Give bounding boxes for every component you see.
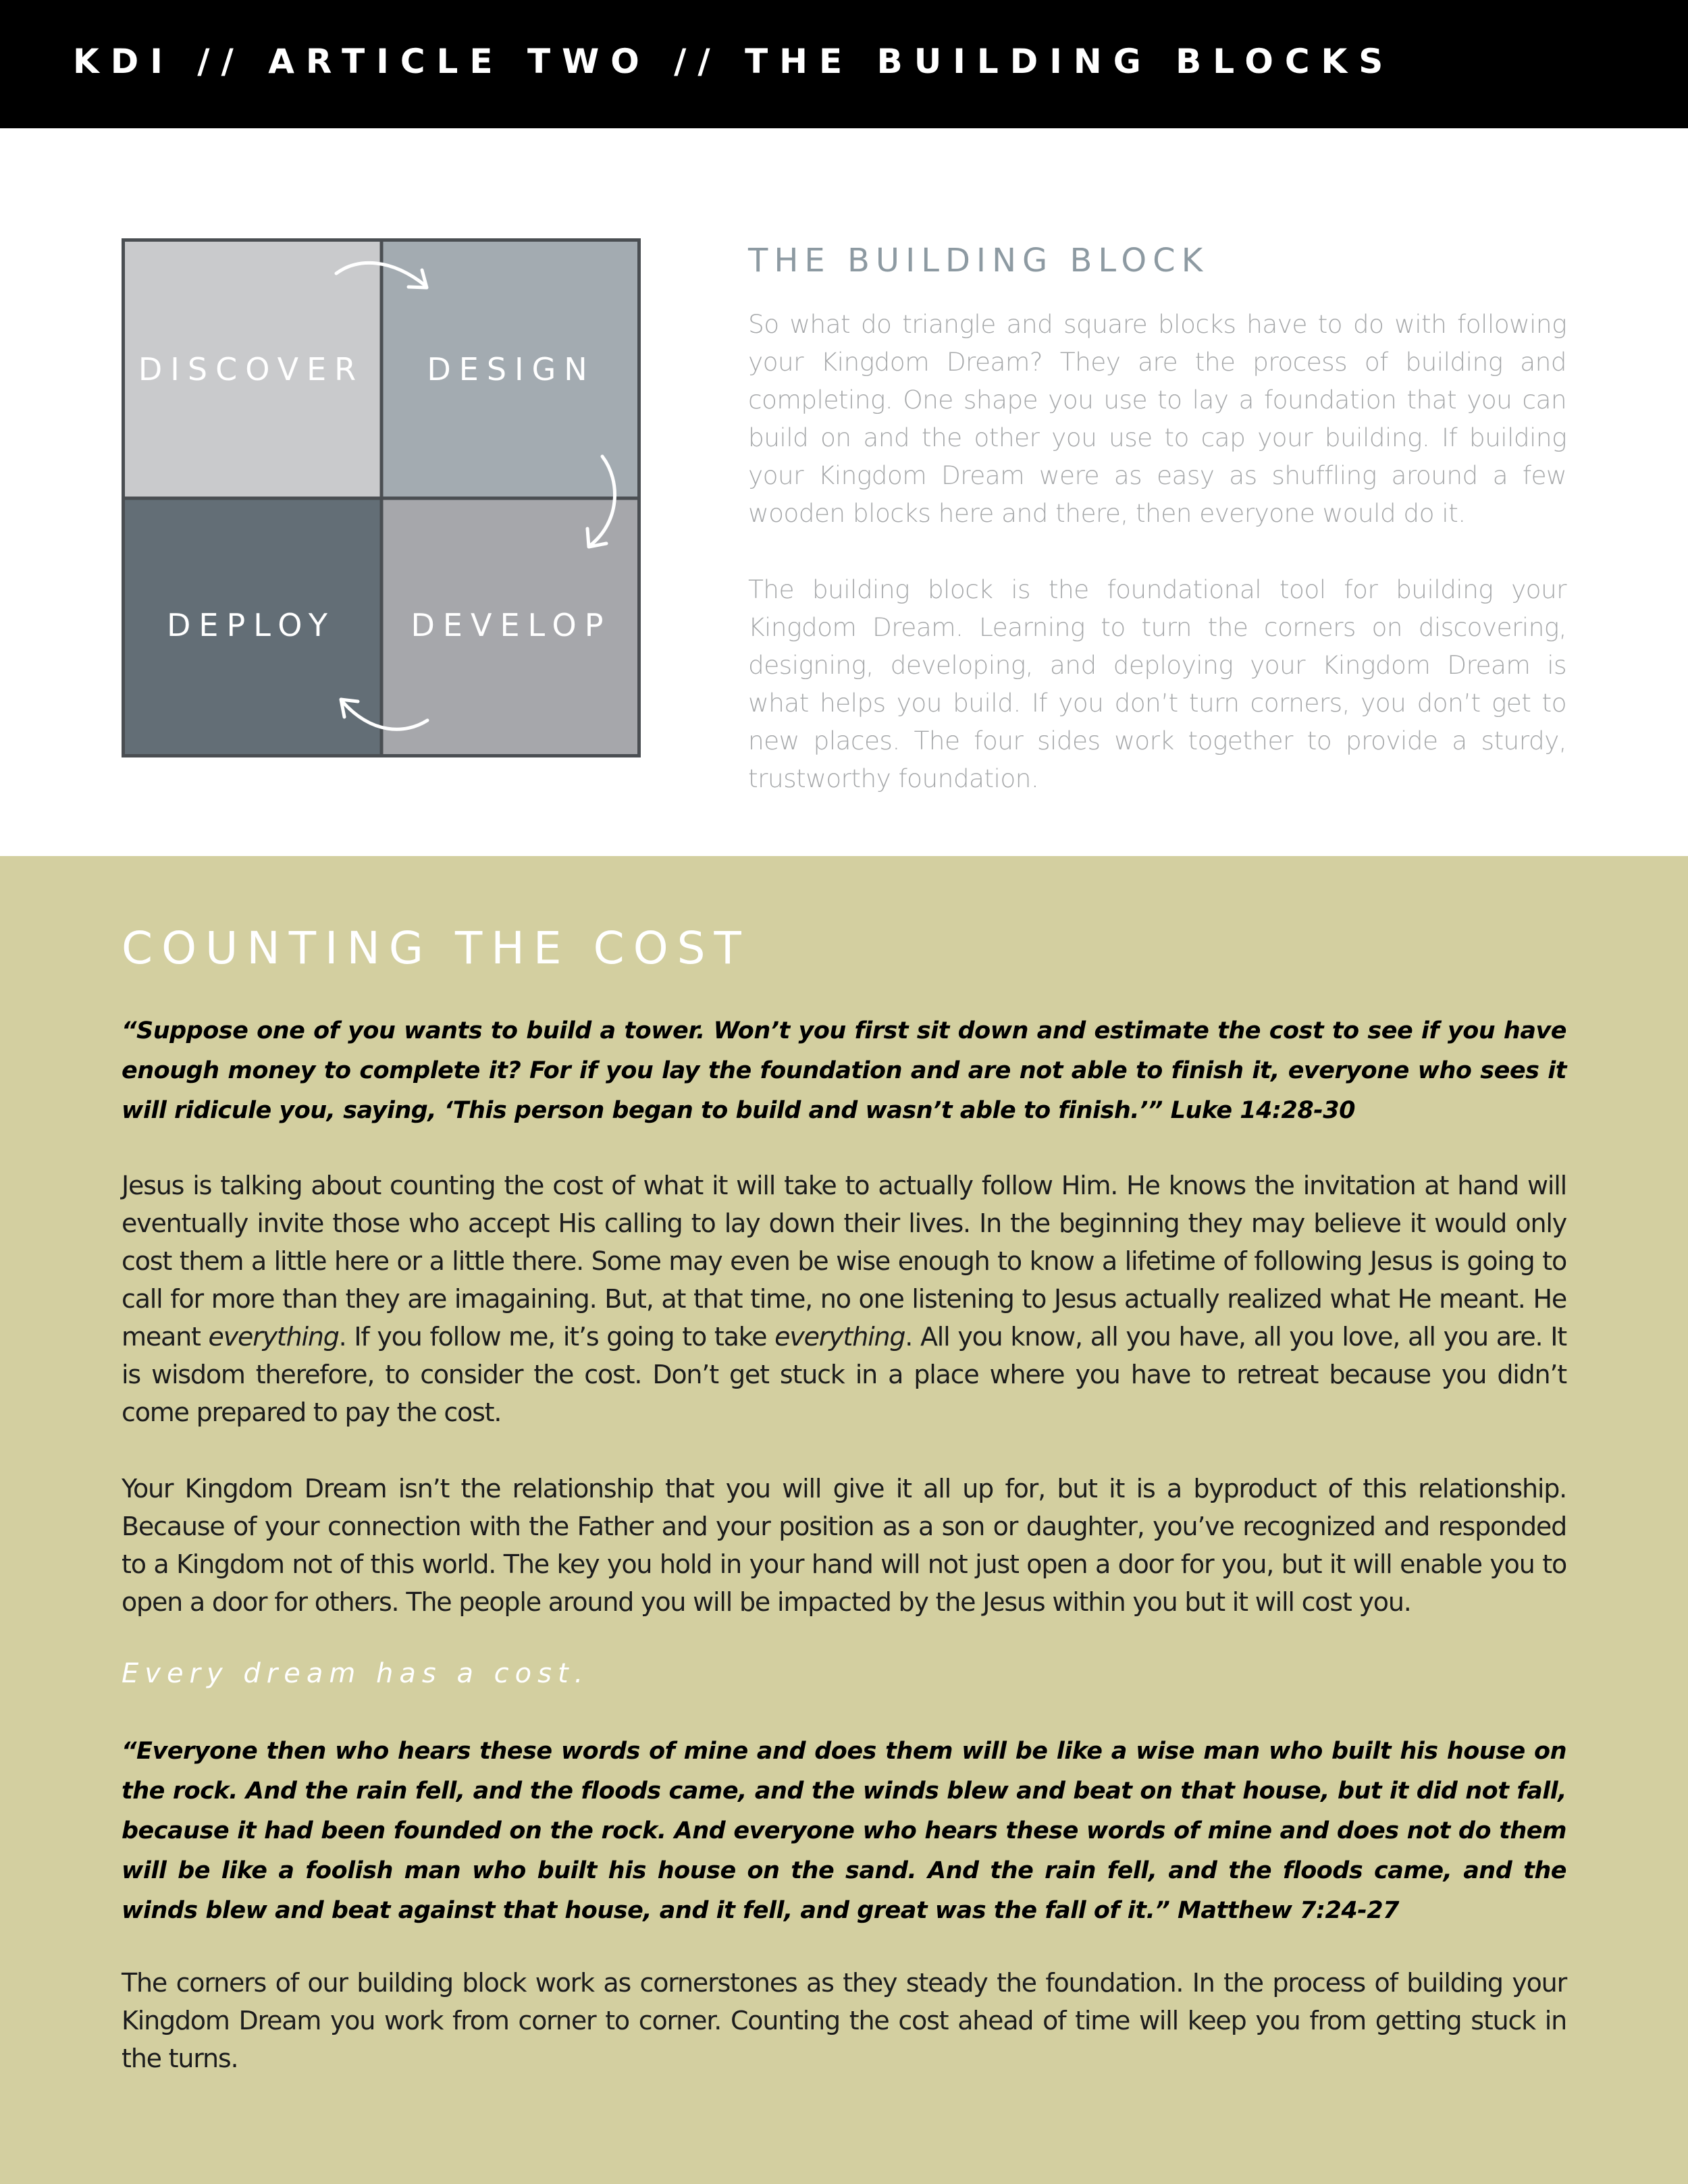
counting-cost-paragraph-3: The corners of our building block work as cornerstones as they steady the foundation. In the process of building your Kingdom Dream you work from corner to corner. Counting the cost ahead of time will keep you from getting stuck in the turns. (122, 1968, 1566, 2073)
building-block-heading: THE BUILDING BLOCK (748, 242, 1209, 279)
matthew-quote: “Everyone then who hears these words of mine and does them will be like a wise man who built his house on the rock. And the rain fell, and the floods came, and the winds blew and beat on that house, but it did not fall, because it had been founded on the rock. And everyone who hears these words of mine and does not do them will be like a foolish man who built his house on the sand. And the rain fell, and the floods came, and the winds blew and beat against that house, and it fell, and great was the fall of it.” Matthew 7:24-27 (122, 1738, 1566, 1924)
paragraph-1-text-a: Jesus is talking about counting the cost of what it will take to actually follow Him. He knows the invitation at hand will eventually invite those who accept His calling to lay down their lives. In the beginning they may believe it would only cost them a little here or a little there. Some may even be wise enough to know a lifetime of following Jesus is going to call for more than they are imagaining. But, at that time, no one listening to Jesus actually realized what He meant. He meant (122, 1171, 1566, 1352)
paragraph-1-emphasis-1: everything (208, 1322, 339, 1352)
counting-cost-paragraph-1 (122, 1167, 1566, 1431)
discover-label: DISCOVER (138, 351, 365, 388)
every-dream-callout: Every dream has a cost. (122, 1658, 589, 1689)
develop-label: DEVELOP (411, 607, 612, 643)
building-block-paragraph-1: So what do triangle and square blocks have to do with following your Kingdom Dream? They are the process of building and completing. One shape you use to lay a foundation that you can build on and the other you use to cap your building. If building your Kingdom Dream were as easy as shuffling around a few wooden blocks here and there, then everyone would do it. (748, 309, 1566, 528)
building-block-diagram (122, 238, 641, 757)
paragraph-1-emphasis-2: everything (774, 1322, 905, 1352)
paragraph-1-text-b: . If you follow me, it’s going to take (338, 1322, 775, 1352)
luke-quote: “Suppose one of you wants to build a tower. Won’t you first sit down and estimate the cost to see if you have enough money to complete it? For if you lay the foundation and are not able to finish it, everyone who sees it will ridicule you, saying, ‘This person began to build and wasn’t able to finish.’” Luke 14:28-30 (122, 1017, 1566, 1124)
deploy-label: DEPLOY (166, 607, 336, 643)
header-bar (0, 0, 1688, 128)
counting-cost-paragraph-2: Your Kingdom Dream isn’t the relationship that you will give it all up for, but it is a byproduct of this relationship. Because of your connection with the Father and your position as a son or daughter, you’ve recognized and responded to a Kingdom not of this world. The key you hold in your hand will not just open a door for you, but it will enable you to open a door for others. The people around you will be impacted by the Jesus within you but it will cost you. (122, 1474, 1566, 1617)
paragraph-1-text-c: . All you know, all you have, all you love, all you are. It is wisdom therefore, to consider the cost. Don’t get stuck in a place where you have to retreat because you didn’t come prepared to pay the cost. (122, 1322, 1566, 1427)
header-title: KDI // ARTICLE TWO // THE BUILDING BLOCKS (73, 42, 1395, 81)
design-label: DESIGN (427, 351, 596, 388)
building-block-graphic (122, 238, 641, 757)
building-block-paragraph-2: The building block is the foundational tool for building your Kingdom Dream. Learning to turn the corners on discovering, designing, developing, and deploying your Kingdom Dream is what helps you build. If you don’t turn corners, you don’t get to new places. The four sides work together to provide a sturdy, trustworthy foundation. (748, 575, 1566, 793)
counting-cost-heading: COUNTING THE COST (122, 922, 750, 974)
